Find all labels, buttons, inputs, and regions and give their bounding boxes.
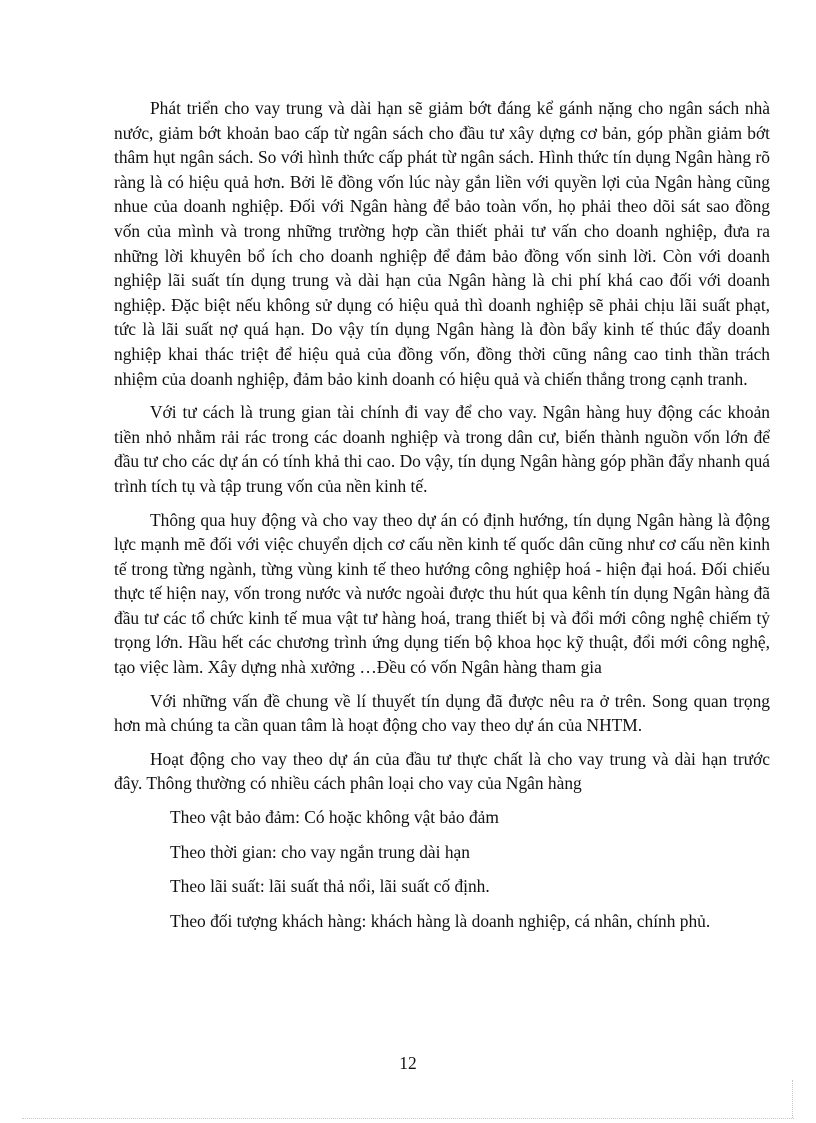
- corner-dotted-rule: [792, 1080, 793, 1118]
- paragraph: Hoạt động cho vay theo dự án của đầu tư thực chất là cho vay trung và dài hạn trước đây. Thông thường có nhiều cách phân loại cho vay của Ngân hàng: [114, 748, 770, 794]
- classification-item: Theo lãi suất: lãi suất thả nổi, lãi suất cố định.: [170, 876, 490, 897]
- paragraph: Phát triển cho vay trung và dài hạn sẽ giảm bớt đáng kể gánh nặng cho ngân sách nhà nước, giảm bớt khoản bao cấp từ ngân sách cho đầu tư xây dựng cơ bản, góp phần giảm bớt thâm hụt ngân sách. So với hình thức cấp phát từ ngân sách. Hình thức tín dụng Ngân hàng rõ ràng là có hiệu quả hơn. Bởi lẽ đồng vốn lúc này gắn liền với quyền lợi của Ngân hàng cũng nhue của doanh nghiệp. Đối với Ngân hàng để bảo toàn vốn, họ phải theo dõi sát sao đồng vốn của mình và trong những trường hợp cần thiết phải tư vấn cho doanh nghiệp, đưa ra những lời khuyên bổ ích cho doanh nghiệp để đảm bảo đồng vốn sinh lời. Còn với doanh nghiệp lãi suất tín dụng trung và dài hạn của Ngân hàng là chi phí khá cao đối với doanh nghiệp. Đặc biệt nếu không sử dụng có hiệu quả thì doanh nghiệp sẽ phải chịu lãi suất phạt, tức là lãi suất nợ quá hạn. Do vậy tín dụng Ngân hàng là đòn bẩy kinh tế thúc đẩy doanh nghiệp khai thác triệt để hiệu quả của đồng vốn, đồng thời cũng nâng cao tinh thần trách nhiệm của doanh nghiệp, đảm bảo kinh doanh có hiệu quả và chiến thắng trong cạnh tranh.: [114, 98, 770, 389]
- page-body: [114, 96, 770, 943]
- paragraph: Với những vấn đề chung về lí thuyết tín dụng đã được nêu ra ở trên. Song quan trọng hơn mà chúng ta cần quan tâm là hoạt động cho vay theo dự án của NHTM.: [114, 690, 770, 736]
- footer-dotted-rule: [22, 1118, 794, 1119]
- paragraph: Thông qua huy động và cho vay theo dự án có định hướng, tín dụng Ngân hàng là động lực mạnh mẽ đối với việc chuyển dịch cơ cấu nền kinh tế quốc dân cũng như cơ cấu nền kinh tế trong từng ngành, từng vùng kinh tế theo hướng công nghiệp hoá - hiện đại hoá. Đối chiếu thực tế hiện nay, vốn trong nước và nước ngoài được thu hút qua kênh tín dụng Ngân hàng đã đầu tư các tổ chức kinh tế mua vật tư hàng hoá, trang thiết bị và đổi mới công nghệ chiếm tỷ trọng lớn. Hầu hết các chương trình ứng dụng tiến bộ khoa học kỹ thuật, đổi mới công nghệ, tạo việc làm. Xây dựng nhà xưởng …Đều có vốn Ngân hàng tham gia: [114, 509, 770, 678]
- classification-item: Theo vật bảo đảm: Có hoặc không vật bảo đảm: [170, 807, 499, 828]
- paragraph: Với tư cách là trung gian tài chính đi vay để cho vay. Ngân hàng huy động các khoản tiền nhỏ nhằm rải rác trong các doanh nghiệp và trong dân cư, biến thành nguồn vốn lớn để đầu tư cho các dự án có tính khả thi cao. Do vậy, tín dụng Ngân hàng góp phần đẩy nhanh quá trình tích tụ và tập trung vốn của nền kinh tế.: [114, 402, 770, 496]
- classification-item: Theo đối tượng khách hàng: khách hàng là doanh nghiệp, cá nhân, chính phủ.: [170, 910, 711, 931]
- page-number: 12: [399, 1053, 417, 1073]
- classification-item: Theo thời gian: cho vay ngắn trung dài hạn: [170, 841, 470, 862]
